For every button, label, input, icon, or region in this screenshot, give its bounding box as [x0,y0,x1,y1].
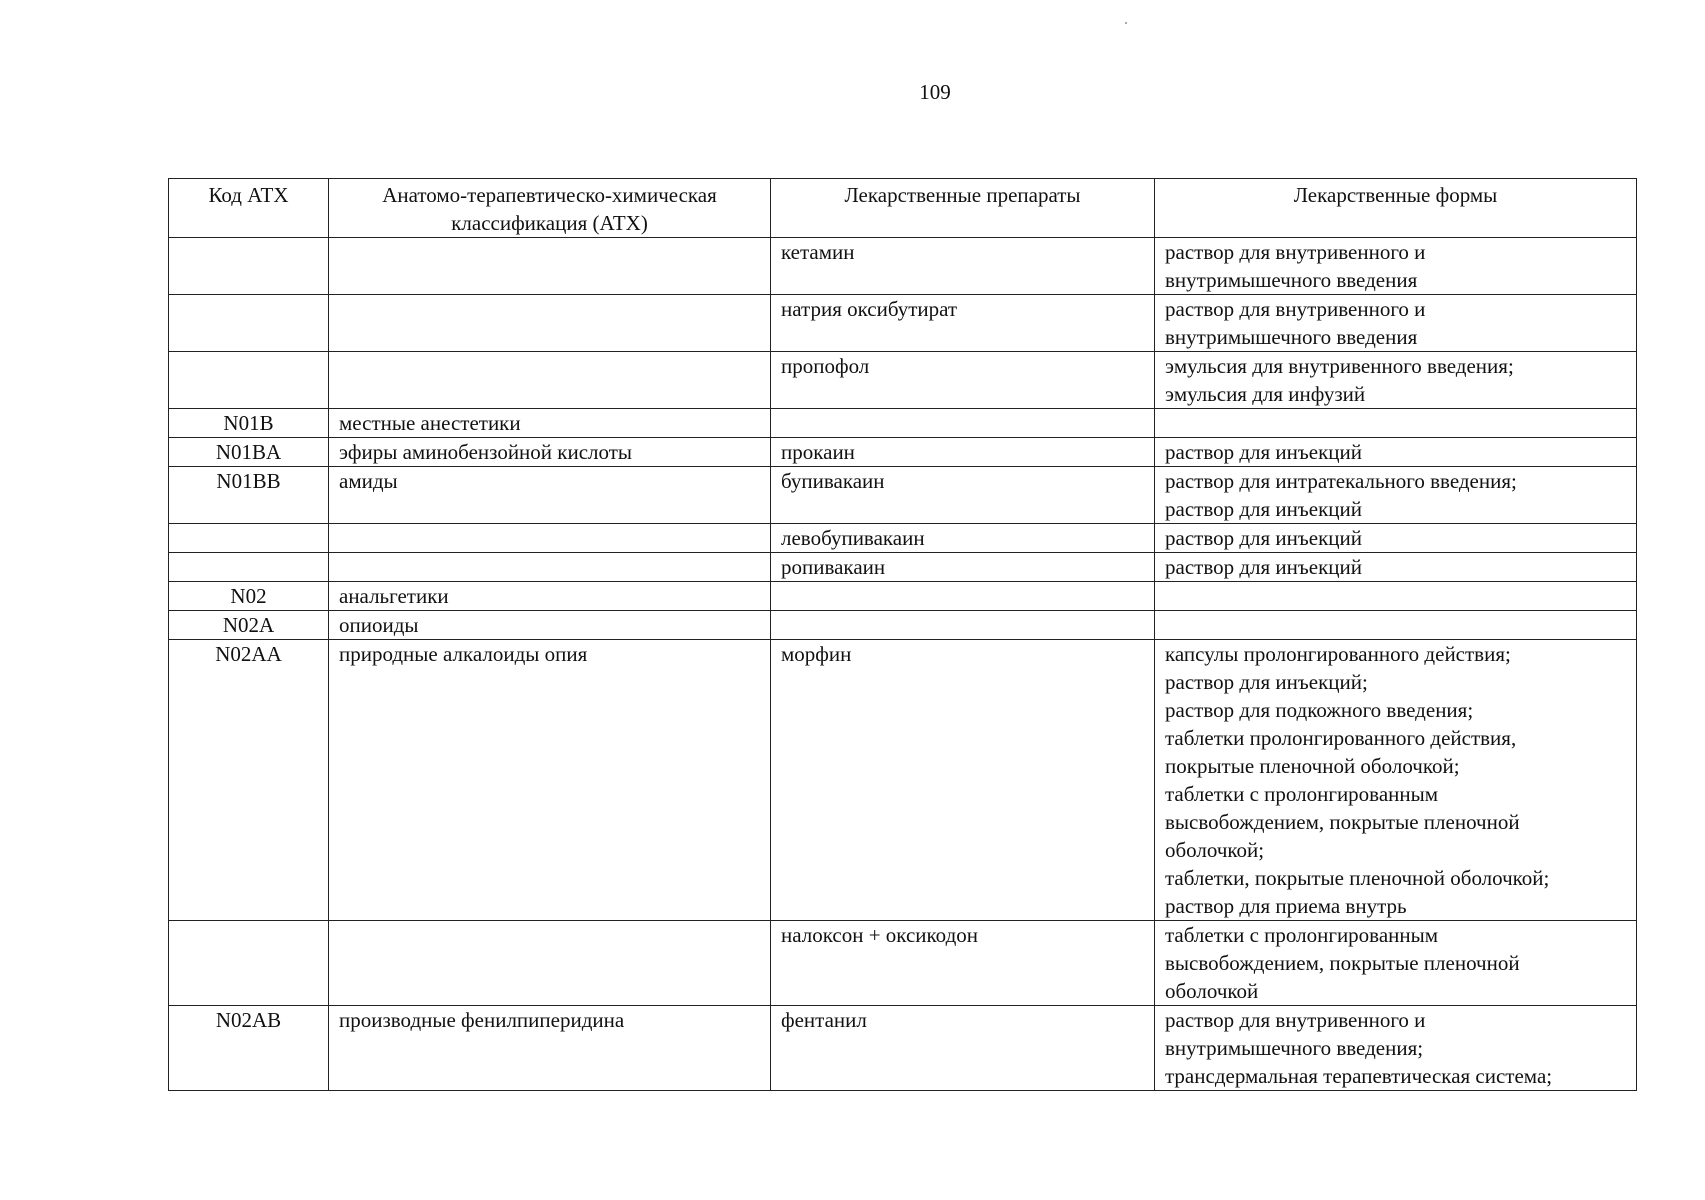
drug-cell: натрия оксибутират [771,295,1155,352]
table-row [169,640,1637,921]
scan-speck [1125,22,1127,24]
dosage-form-line: раствор для инъекций [1165,526,1362,550]
drug-cell [771,409,1155,438]
drug-cell: ропивакаин [771,553,1155,582]
table-body [169,238,1637,1091]
dosage-form-line: раствор для внутривенного и [1165,240,1426,264]
classification-cell [329,921,771,1006]
drug-cell: налоксон + оксикодон [771,921,1155,1006]
table-row [169,295,1637,352]
classification-cell [329,238,771,295]
classification-cell: опиоиды [329,611,771,640]
dosage-form-line: раствор для интратекального введения; [1165,469,1517,493]
dosage-forms-cell [1155,438,1637,467]
table-row [169,467,1637,524]
dosage-forms-cell [1155,467,1637,524]
atx-code-cell: N02 [169,582,329,611]
classification-cell: природные алкалоиды опия [329,640,771,921]
dosage-form-line: раствор для внутривенного и [1165,1008,1426,1032]
dosage-form-line: раствор для инъекций [1165,440,1362,464]
atx-code-cell [169,553,329,582]
drug-cell: морфин [771,640,1155,921]
atx-code-cell [169,921,329,1006]
classification-cell: местные анестетики [329,409,771,438]
classification-cell [329,553,771,582]
header-drugs: Лекарственные препараты [771,179,1155,238]
drug-cell [771,582,1155,611]
drug-cell: бупивакаин [771,467,1155,524]
atx-code-cell: N01B [169,409,329,438]
table-row [169,438,1637,467]
dosage-form-line: раствор для инъекций [1165,497,1362,521]
dosage-form-line: внутримышечного введения [1165,268,1418,292]
table-row [169,553,1637,582]
table-header-row [169,179,1637,238]
table-row [169,524,1637,553]
dosage-form-line: высвобождением, покрытые пленочной [1165,951,1520,975]
dosage-form-line: раствор для подкожного введения; [1165,698,1474,722]
atx-code-cell: N01BB [169,467,329,524]
drug-cell: фентанил [771,1006,1155,1091]
dosage-forms-cell [1155,582,1637,611]
classification-cell [329,295,771,352]
dosage-form-line: таблетки с пролонгированным [1165,782,1439,806]
atx-code-cell [169,238,329,295]
dosage-form-line: трансдермальная терапевтическая система; [1165,1064,1553,1088]
table-row [169,352,1637,409]
atx-code-cell [169,524,329,553]
dosage-form-line: раствор для приема внутрь [1165,894,1407,918]
atx-code-cell [169,295,329,352]
dosage-forms-cell [1155,611,1637,640]
classification-cell: эфиры аминобензойной кислоты [329,438,771,467]
page-number: 109 [919,80,951,104]
dosage-form-line: оболочкой; [1165,838,1265,862]
atx-code-cell: N02AA [169,640,329,921]
dosage-forms-cell [1155,524,1637,553]
drug-cell: пропофол [771,352,1155,409]
dosage-form-line: таблетки, покрытые пленочной оболочкой; [1165,866,1550,890]
table-row [169,582,1637,611]
dosage-form-line: таблетки с пролонгированным [1165,923,1439,947]
table-row [169,921,1637,1006]
table-row [169,1006,1637,1091]
dosage-forms-cell [1155,640,1637,921]
dosage-form-line: покрытые пленочной оболочкой; [1165,754,1460,778]
atx-code-cell: N02A [169,611,329,640]
table-row [169,409,1637,438]
drug-cell: кетамин [771,238,1155,295]
classification-cell [329,524,771,553]
atx-code-cell [169,352,329,409]
dosage-form-line: внутримышечного введения; [1165,1036,1424,1060]
dosage-form-line: таблетки пролонгированного действия, [1165,726,1517,750]
atx-code-cell: N01BA [169,438,329,467]
header-forms: Лекарственные формы [1155,179,1637,238]
classification-cell [329,352,771,409]
header-classification: Анатомо-терапевтическо-химическая классификация (АТХ) [329,179,771,238]
header-code: Код АТХ [169,179,329,238]
classification-cell: производные фенилпиперидина [329,1006,771,1091]
classification-cell: амиды [329,467,771,524]
dosage-form-line: эмульсия для инфузий [1165,382,1366,406]
dosage-forms-cell [1155,921,1637,1006]
dosage-forms-cell [1155,409,1637,438]
drug-cell: левобупивакаин [771,524,1155,553]
dosage-forms-cell [1155,295,1637,352]
drug-cell [771,611,1155,640]
dosage-forms-cell [1155,1006,1637,1091]
dosage-form-line: оболочкой [1165,979,1259,1003]
dosage-form-line: эмульсия для внутривенного введения; [1165,354,1514,378]
dosage-form-line: капсулы пролонгированного действия; [1165,642,1511,666]
dosage-form-line: высвобождением, покрытые пленочной [1165,810,1520,834]
dosage-form-line: внутримышечного введения [1165,325,1418,349]
dosage-forms-cell [1155,352,1637,409]
classification-cell: анальгетики [329,582,771,611]
dosage-form-line: раствор для инъекций; [1165,670,1368,694]
dosage-form-line: раствор для инъекций [1165,555,1362,579]
atx-code-cell: N02AB [169,1006,329,1091]
dosage-forms-cell [1155,553,1637,582]
drug-cell: прокаин [771,438,1155,467]
dosage-forms-cell [1155,238,1637,295]
table-row [169,238,1637,295]
atx-table [168,178,1637,1091]
table-row [169,611,1637,640]
dosage-form-line: раствор для внутривенного и [1165,297,1426,321]
